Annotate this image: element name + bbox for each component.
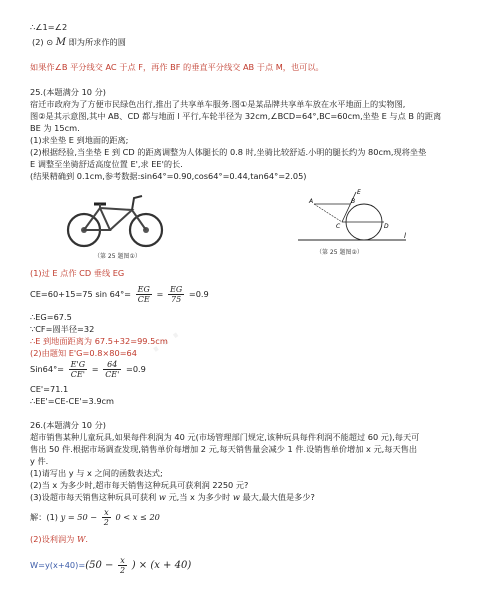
fraction-EG-75: $\frac{EG}{75}$ bbox=[169, 285, 183, 304]
fraction-64-CEp: $\frac{64}{CE'}$ bbox=[105, 360, 120, 379]
line-alternative-method: 如果作∠B 平分线交 AC 于点 F，再作 BF 的垂直平分线交 AB 于点 M，也可以。 bbox=[30, 62, 324, 72]
eq-equals: = bbox=[156, 289, 164, 299]
circle-name: M bbox=[55, 37, 66, 48]
solution-26-profit-equation: W=y(x+40)=(50 − $\frac{x}{2}$ ) × (x + 40) bbox=[30, 556, 192, 575]
label-E: E bbox=[357, 189, 361, 196]
label-D: D bbox=[384, 223, 389, 230]
q25-text-2: 图②是其示意图,其中 AB、CD 都与地面 l 平行,车轮半径为 32cm,∠BCD=64°,BC=60cm,坐垫 E 与点 B 的距离 bbox=[30, 111, 442, 121]
handlebar bbox=[132, 196, 142, 210]
watermark: ⋯ bbox=[139, 314, 193, 370]
q25-part-2b: E 调整至坐骑舒适高度位置 E',求 EE'的长. bbox=[30, 159, 183, 169]
part-label: (2) bbox=[32, 37, 44, 47]
q26-part-3: (3)设超市每天销售这种玩具可获利 w 元,当 x 为多少时 w 最大,最大值是多少? bbox=[30, 492, 315, 502]
fraction-x-2: $\frac{x}{2}$ bbox=[103, 508, 109, 527]
q25-part-2a: (2)根据经验,当坐垫 E 到 CD 的距离调整为人体腿长的 0.8 时,坐骑比较舒适.小明的腿长约为 80cm,现将坐垫 bbox=[30, 147, 427, 157]
q26-text-1: 超市销售某种儿童玩具,如果每件利润为 40 元(市场管理部门规定,该种玩具每件利润不能超过 60 元),每天可 bbox=[30, 432, 420, 442]
line-circle-answer bbox=[32, 37, 126, 48]
solution-25-sin-equation-2 bbox=[30, 358, 146, 380]
fraction-EG-CE: $\frac{EG}{CE}$ bbox=[137, 285, 150, 304]
solution-25-CF: ∵CF=圆半径=32 bbox=[30, 324, 95, 334]
bike-frame bbox=[84, 208, 146, 230]
figure-2-caption: （第 25 题图②） bbox=[316, 249, 363, 256]
label-l: l bbox=[404, 232, 406, 240]
var-w: w bbox=[158, 492, 166, 502]
q26-part-1: (1)请写出 y 与 x 之间的函数表达式; bbox=[30, 468, 163, 478]
q25-text-1: 宿迁市政府为了方便市民绿色出行,推出了共享单车服务.图①是某品牌共享单车放在水平地面上的实物图, bbox=[30, 99, 406, 109]
solution-25-EEp: ∴EE'=CE-CE'=3.9cm bbox=[30, 396, 115, 406]
eq2-equals: = bbox=[91, 364, 99, 374]
circle-symbol: ⊙ bbox=[46, 37, 54, 47]
label-A: A bbox=[309, 198, 314, 205]
solution-26-part-1: 解：(1) y = 50 − $\frac{x}{2}$ 0 < x ≤ 20 bbox=[30, 508, 160, 527]
segment-AC bbox=[314, 204, 342, 222]
question-26-heading: 26.(本题满分 10 分) bbox=[30, 420, 106, 430]
q25-reference-data: (结果精确到 0.1cm,参考数据:sin64°=0.90,cos64°=0.44,tan64°=2.05) bbox=[30, 171, 307, 181]
solution-25-CEp: CE'=71.1 bbox=[30, 384, 69, 394]
q26-part-2: (2)当 x 为多少时,超市每天销售这种玩具可获利润 2250 元? bbox=[30, 480, 249, 490]
eq-result: =0.9 bbox=[188, 289, 209, 299]
label-B: B bbox=[351, 198, 356, 205]
solution-25-distance: ∴E 到地面距离为 67.5+32=99.5cm bbox=[30, 336, 168, 346]
q25-part-1: (1)求坐垫 E 到地面的距离; bbox=[30, 135, 129, 145]
bicycle-schematic-figure bbox=[294, 188, 412, 260]
circle-answer-text: 即为所求作的圆 bbox=[68, 37, 126, 47]
fraction-EpG-CEp: $\frac{E'G}{CE'}$ bbox=[70, 360, 86, 379]
figure-1-caption: （第 25 题图①） bbox=[94, 253, 141, 260]
solution-25-EG: ∴EG=67.5 bbox=[30, 312, 72, 322]
question-25-heading: 25.(本题满分 10 分) bbox=[30, 87, 106, 97]
var-w-2: w bbox=[232, 492, 240, 502]
eq2-result: =0.9 bbox=[125, 364, 146, 374]
q26-text-2: 售出 50 件.根据市场调查发现,销售单价每增加 2 元,每天销售量会减少 1 件.设销售单价增加 x 元,每天售出 bbox=[30, 444, 418, 454]
solution-25-sin-equation bbox=[30, 283, 209, 305]
solution-25-step-1: (1)过 E 点作 CD 垂线 EG bbox=[30, 268, 125, 278]
fraction-x-2b: $\frac{x}{2}$ bbox=[119, 556, 126, 575]
solution-26-part-2: (2)设利润为 W. bbox=[30, 534, 88, 544]
label-C: C bbox=[336, 223, 341, 230]
line-conclusion-angle: ∴∠1=∠2 bbox=[30, 22, 68, 32]
q26-text-3: y 件. bbox=[30, 456, 49, 466]
solution-25-part2: (2)由题知 E'G=0.8×80=64 bbox=[30, 348, 137, 358]
q25-text-3: BE 为 15cm. bbox=[30, 123, 80, 133]
eq-left: CE=60+15=75 sin 64°= bbox=[30, 289, 132, 299]
eq2-left: Sin64°= bbox=[30, 364, 65, 374]
bicycle-photo-figure bbox=[62, 190, 172, 262]
